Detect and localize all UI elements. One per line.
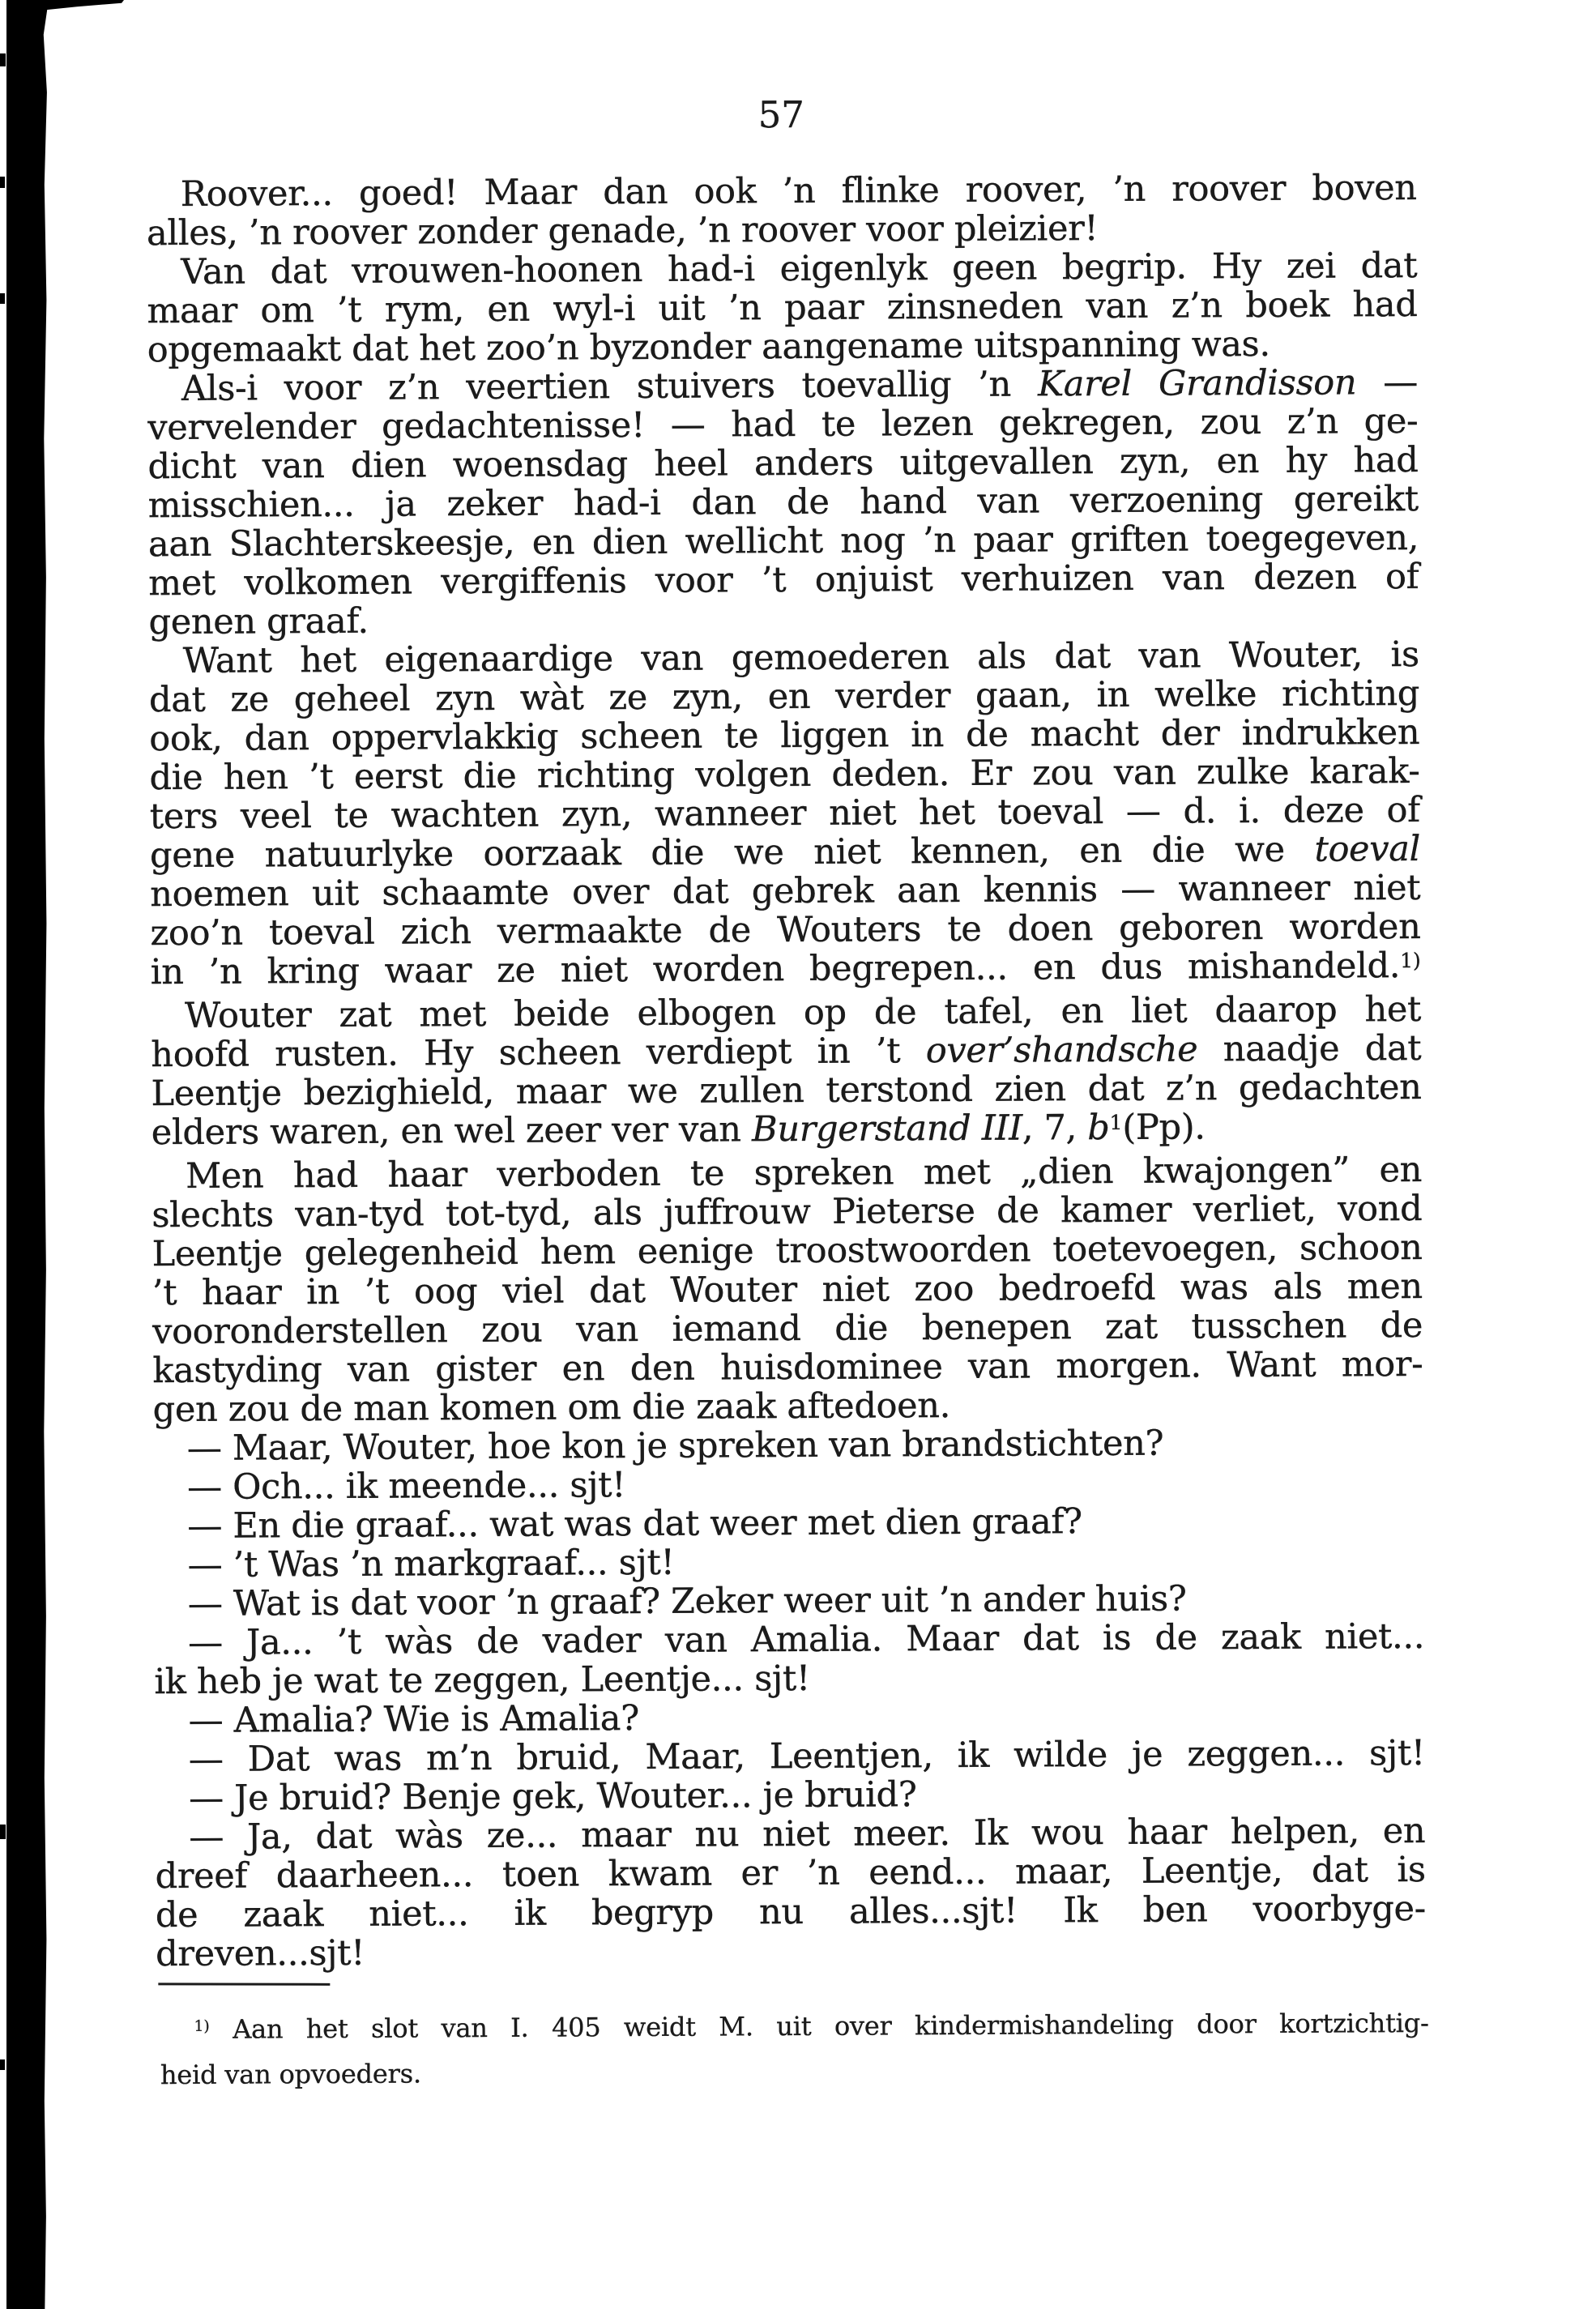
text-run: gene natuurlyke oorzaak die we niet kennen, en die we	[149, 829, 1315, 877]
text-run: Karel Grandisson	[1037, 362, 1357, 405]
text-run: — Dat was m’n bruid, Maar, Leentjen, ik wilde je zeggen... sjt!	[188, 1732, 1426, 1780]
text-run: maar om ’t rym, en wyl-i uit ’n paar zinsneden van z’n boek had	[147, 284, 1418, 332]
text-run: (Pp).	[1122, 1107, 1206, 1148]
text-run: Leentje gelegenheid hem eenige troostwoorden toetevoegen, schoon	[151, 1227, 1423, 1275]
text-run: — Wat is dat voor ’n graaf? Zeker weer uit ’n ander huis?	[187, 1578, 1187, 1624]
footnote	[160, 2003, 1430, 2095]
text-run: ik heb je wat te zeggen, Leentje... sjt!	[154, 1658, 811, 1703]
footnote-marker: 1)	[1400, 948, 1421, 972]
text-run: vervelender gedachtenisse! — had te lezen gekregen, zou z’n ge-	[147, 400, 1419, 449]
text-run: over’shandsche	[925, 1029, 1198, 1072]
text-run: met volkomen vergiffenis voor ’t onjuist verhuizen van dezen of	[148, 556, 1419, 604]
text-run: —	[1356, 361, 1419, 403]
text-line	[148, 557, 1419, 603]
footnote-marker: 1)	[194, 2017, 210, 2035]
text-run: elders waren, en wel zeer ver van	[151, 1109, 753, 1154]
text-run: Aan het slot van I. 405 weidt M. uit over kindermishandeling door kortzichtig-	[209, 2007, 1429, 2045]
text-run: Wouter zat met beide elbogen op de tafel, en liet daarop het	[184, 988, 1422, 1036]
text-run: slechts van-tyd tot-tyd, als juffrouw Pieterse de kamer verliet, vond	[151, 1188, 1423, 1236]
text-run: b	[1087, 1107, 1110, 1149]
text-run: — ’t Was ’n markgraaf... sjt!	[187, 1542, 675, 1586]
text-run: in ’n kring waar ze niet worden begrepen... en dus mishandeld.	[150, 945, 1401, 993]
text-run: , 7,	[1022, 1108, 1088, 1149]
text-run: ters veel te wachten zyn, wanneer niet het toeval — d. i. deze of	[149, 789, 1420, 838]
text-run: opgemaakt dat het zoo’n byzonder aangename uitspanning was.	[147, 323, 1270, 371]
text-run: heid van opvoeders.	[160, 2058, 421, 2091]
page-number: 57	[757, 92, 805, 137]
text-run: alles, ’n roover zonder genade, ’n roover voor pleizier!	[146, 208, 1099, 254]
text-run: Roover... goed! Maar dan ook ’n flinke roover, ’n roover boven	[180, 167, 1417, 215]
text-run: Als-i voor z’n veertien stuivers toevallig ’n	[181, 364, 1039, 409]
footnote-line	[160, 2003, 1429, 2055]
footnote-line	[160, 2048, 1429, 2095]
text-run: — En die graaf... wat was dat weer met dien graaf?	[187, 1501, 1082, 1547]
text-run: Leentje bezighield, maar we zullen terstond zien dat z’n gedachten	[151, 1066, 1422, 1115]
text-run: — Je bruid? Benje gek, Wouter... je bruid?	[189, 1774, 917, 1819]
text-run: Burgerstand III	[751, 1108, 1022, 1150]
footnote-marker: 1	[1109, 1110, 1123, 1134]
text-line	[151, 1107, 1422, 1157]
text-line	[153, 1462, 1423, 1507]
text-run: de zaak niet... ik begryp nu alles...sjt! Ik ben voorbyge-	[155, 1888, 1427, 1936]
text-line	[156, 1928, 1426, 1974]
text-line	[152, 1345, 1423, 1390]
text-run: dreven...sjt!	[156, 1932, 365, 1975]
text-line	[156, 1889, 1426, 1935]
text-run: ook, dan oppervlakkig scheen te liggen in de macht der indrukken	[149, 711, 1420, 760]
body-text	[147, 169, 1427, 1974]
text-line	[155, 1734, 1425, 1779]
text-run: — Amalia? Wie is Amalia?	[188, 1698, 640, 1741]
text-line	[151, 946, 1421, 997]
text-run: — Och... ik meende... sjt!	[187, 1465, 626, 1508]
text-run: dreef daarheen... toen kwam er ’n eend... maar, Leentje, dat is	[155, 1849, 1426, 1897]
text-run: kastyding van gister en den huisdominee van morgen. Want mor-	[152, 1343, 1423, 1392]
text-run: misschien... ja zeker had-i dan de hand van verzoening gereikt	[147, 478, 1419, 527]
text-line	[153, 1384, 1423, 1429]
text-run: dicht van dien woensdag heel anders uitgevallen zyn, en hy had	[147, 439, 1419, 488]
text-run: naadje dat	[1197, 1027, 1422, 1070]
text-run: die hen ’t eerst die richting volgen deden. Er zou van zulke karak-	[149, 750, 1420, 799]
text-run: aan Slachterskeesje, en dien wellicht nog ’n paar griften toegegeven,	[147, 517, 1419, 566]
text-run: gen zou de man komen om die zaak aftedoen.	[152, 1385, 951, 1431]
footnote-rule	[158, 1982, 330, 1986]
text-run: Want het eigenaardige van gemoederen als dat van Wouter, is	[182, 634, 1419, 681]
text-run: Van dat vrouwen-hoonen had-i eigenlyk geen begrip. Hy zei dat	[181, 245, 1418, 292]
text-line	[153, 1500, 1423, 1546]
text-line	[153, 1423, 1423, 1468]
text-line	[151, 1068, 1421, 1113]
text-run: — Ja... ’t wàs de vader van Amalia. Maar dat is de zaak niet...	[188, 1615, 1425, 1663]
text-run: noemen uit schaamte over dat gebrek aan kennis — wanneer niet	[150, 867, 1421, 915]
text-run: dat ze geheel zyn wàt ze zyn, en verder gaan, in welke richting	[148, 672, 1420, 721]
text-run: — Ja, dat wàs ze... maar nu niet meer. Ik wou haar helpen, en	[189, 1810, 1426, 1858]
text-line	[147, 169, 1417, 214]
text-run: Men had haar verboden te spreken met „dien kwajongen” en	[185, 1149, 1423, 1197]
text-run: — Maar, Wouter, hoe kon je spreken van brandstichten?	[186, 1423, 1164, 1469]
text-line	[154, 1656, 1424, 1701]
text-run: genen graaf.	[148, 600, 369, 643]
text-run: toeval	[1314, 828, 1421, 870]
text-run: hoofd rusten. Hy scheen verdiept in ’t	[151, 1031, 926, 1076]
text-run: vooronderstellen zou van iemand die benepen zat tusschen de	[152, 1304, 1423, 1353]
text-run: zoo’n toeval zich vermaakte de Wouters te doen geboren worden	[150, 906, 1421, 954]
text-run: ’t haar in ’t oog viel dat Wouter niet zoo bedroefd was als men	[151, 1265, 1423, 1314]
text-line	[154, 1617, 1424, 1662]
text-line	[154, 1539, 1424, 1585]
